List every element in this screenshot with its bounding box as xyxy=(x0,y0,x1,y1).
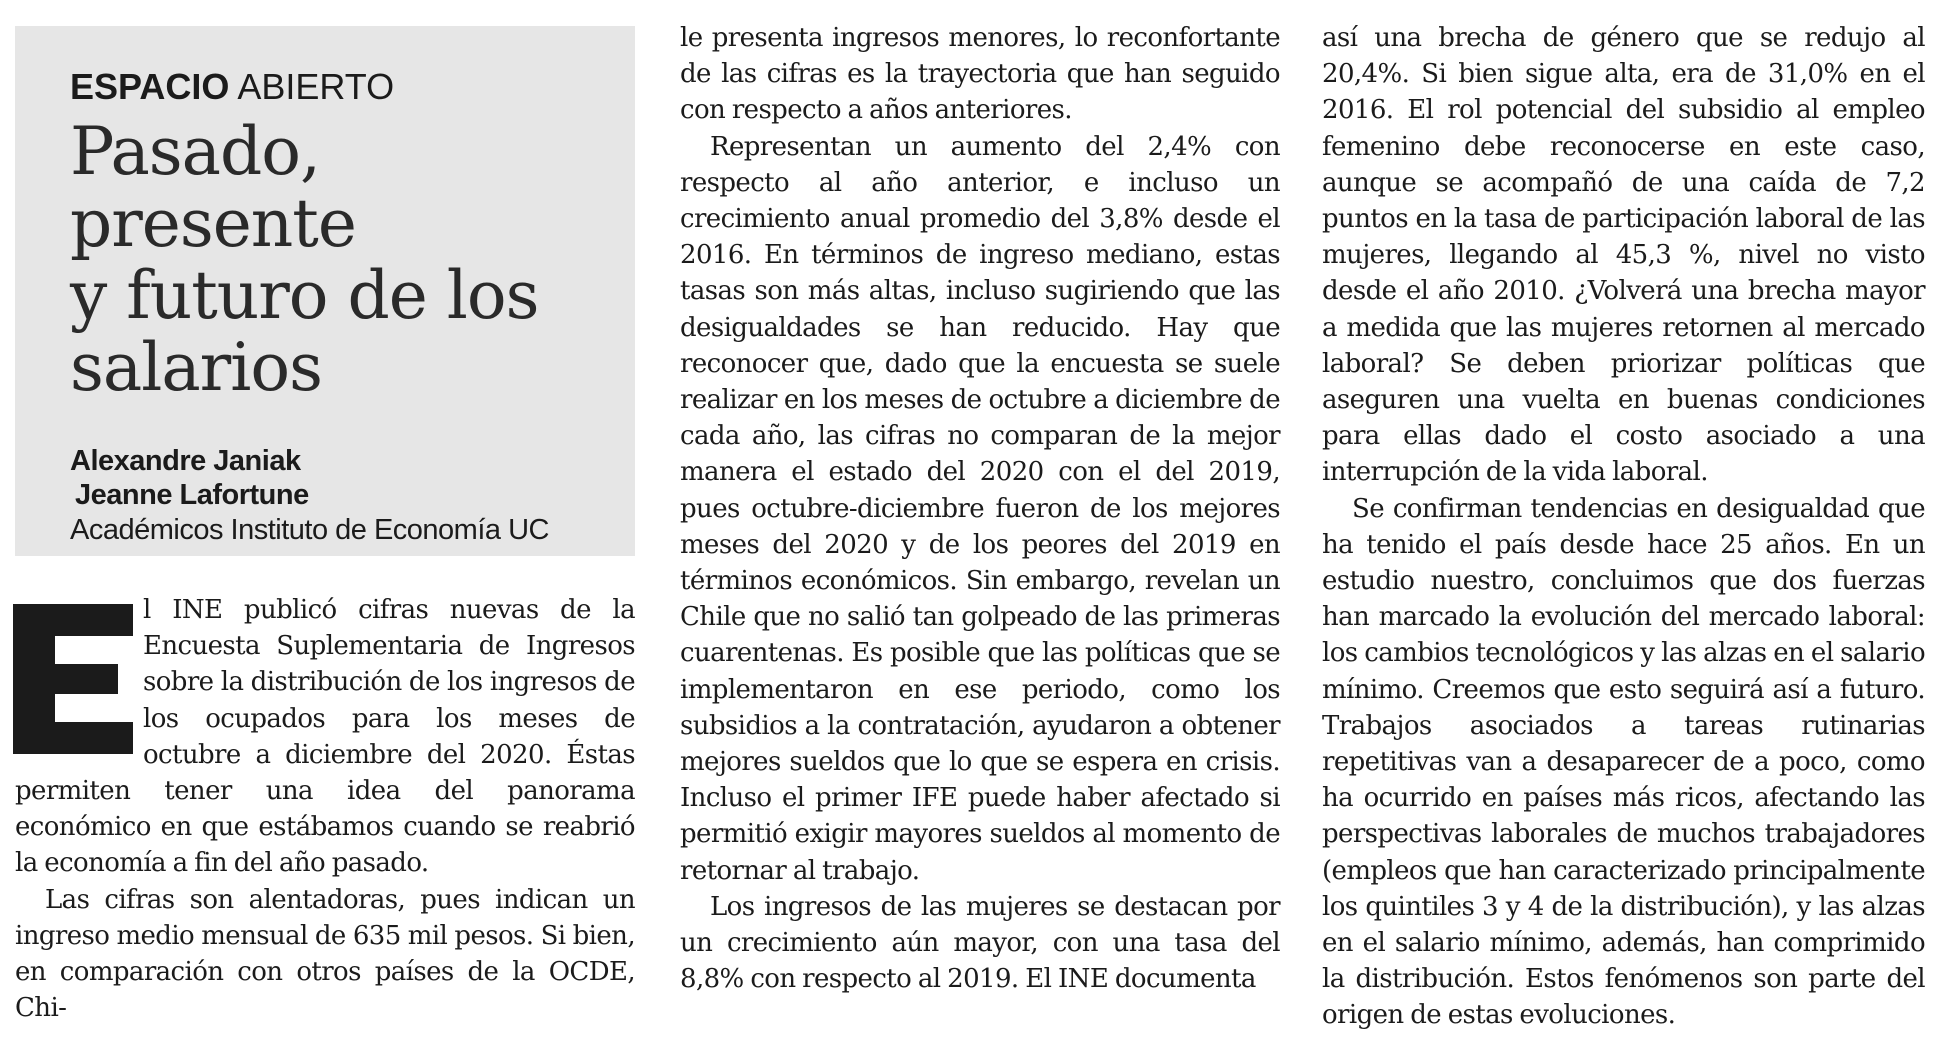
article-column-3 xyxy=(1322,20,1925,1034)
section-label-rest: ABIERTO xyxy=(237,66,395,107)
header-box xyxy=(15,26,635,556)
headline-line-1: Pasado, presente xyxy=(70,113,356,262)
section-label xyxy=(70,66,595,108)
article-column-1 xyxy=(15,592,635,1026)
paragraph-5: Se confirman tendencias en desigualdad que ha tenido el país desde hace 25 años. En un estudio nuestro, concluimos que dos fuerzas han marcado la evolución del mercado laboral: los cambios tecnológicos y las alzas en el salario mínimo. Creemos que esto seguirá así a futuro. Trabajos asociados a tareas rutinarias repetitivas van a desaparecer de a poco, como ha ocurrido en países más ricos, afectando las perspectivas laborales de muchos trabajadores (empleos que han caracterizado principalmente los quintiles 3 y 4 de la distribución), y las alzas en el salario mínimo, además, han comprimido la distribución. Estos fenómenos son parte del origen de estas evoluciones. xyxy=(1322,493,1925,1031)
paragraph-1: l INE publicó cifras nuevas de la Encuesta Suplementaria de Ingresos sobre la distribución de los ingresos de los ocupados para los meses de octubre a diciembre del 2020. Éstas permiten tener una idea del panorama económico en que estábamos cuando se reabrió la economía a fin del año pasado. xyxy=(15,595,635,879)
author-name-1: Alexandre Janiak xyxy=(70,445,301,477)
author-name-2: Jeanne Lafortune xyxy=(75,479,309,511)
author-affiliation: Académicos Instituto de Economía UC xyxy=(70,514,549,546)
paragraph-4-continued: así una brecha de género que se redujo al 20,4%. Si bien sigue alta, era de 31,0% en el 2016. El rol potencial del subsidio al empleo femenino debe reconocerse en este caso, aunque se acompañó de una caída de 7,2 puntos en la tasa de participación laboral de las mujeres, llegando al 45,3 %, nivel no visto desde el año 2010. ¿Volverá una brecha mayor a medida que las mujeres retornen al mercado laboral? Se deben priorizar políticas que aseguren una vuelta en buenas condiciones para ellas dado el costo asociado a una interrupción de la vida laboral. xyxy=(1322,23,1925,488)
headline xyxy=(70,113,595,406)
section-label-bold: ESPACIO xyxy=(70,66,230,107)
headline-line-2: y futuro de los xyxy=(70,257,539,334)
article-column-2 xyxy=(680,20,1280,997)
paragraph-2-continued: le presenta ingresos menores, lo reconfortante de las cifras es la trayectoria que han seguido con respecto a años anteriores. xyxy=(680,23,1280,126)
paragraph-4: Los ingresos de las mujeres se destacan por un crecimiento aún mayor, con una tasa del 8,8% con respecto al 2019. El INE documenta xyxy=(680,891,1280,995)
paragraph-3: Representan un aumento del 2,4% con respecto al año anterior, e incluso un crecimiento anual promedio del 3,8% desde el 2016. En términos de ingreso mediano, estas tasas son más altas, incluso sugiriendo que las desigualdades se han reducido. Hay que reconocer que, dado que la encuesta se suele realizar en los meses de octubre a diciembre de cada año, las cifras no comparan de la mejor manera el estado del 2020 con el del 2019, pues octubre-diciembre fueron de los mejores meses del 2020 y de los peores del 2019 en términos económicos. Sin embargo, revelan un Chile que no salió tan golpeado de las primeras cuarentenas. Es posible que las políticas que se implementaron en ese periodo, como los subsidios a la contratación, ayudaron a obtener mejores sueldos que lo que se espera en crisis. Incluso el primer IFE puede haber afectado si permitió exigir mayores sueldos al momento de retornar al trabajo. xyxy=(680,131,1280,886)
paragraph-2: Las cifras son alentadoras, pues indican un ingreso medio mensual de 635 mil pesos. Si bien, en comparación con otros países de la OCDE, Chi- xyxy=(15,884,635,1024)
dropcap-e-shape xyxy=(13,604,133,754)
dropcap xyxy=(13,604,133,754)
headline-line-3: salarios xyxy=(70,329,322,406)
